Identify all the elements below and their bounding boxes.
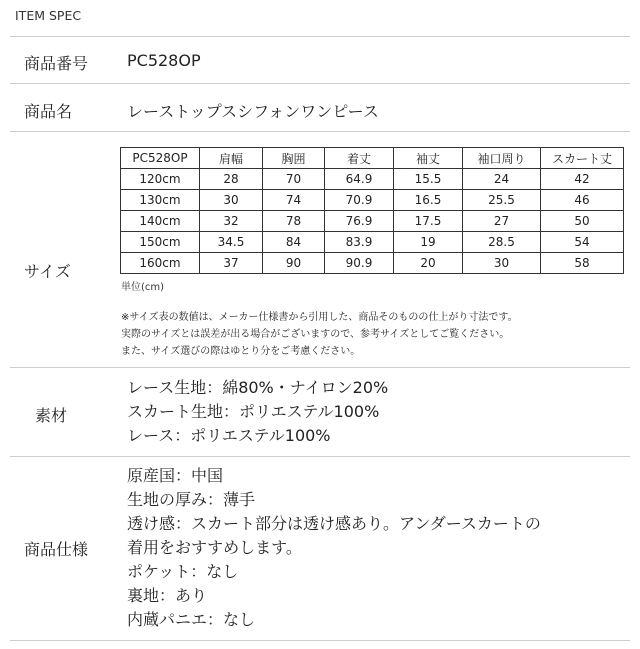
table-cell: 84 <box>263 232 325 253</box>
table-cell: 90 <box>263 253 325 274</box>
product-number-value: PC528OP <box>127 51 201 70</box>
size-label: サイズ <box>24 262 71 281</box>
table-cell: 28 <box>200 169 263 190</box>
size-table-header: 袖口周り <box>463 148 541 169</box>
spec-title: ITEM SPEC <box>15 8 82 23</box>
product-name-value: レーストップスシフォンワンピース <box>127 102 379 121</box>
divider <box>10 131 630 132</box>
size-note: また、サイズ選びの際はゆとり分をご考慮ください。 <box>121 346 361 357</box>
material-line: レース生地：綿80%・ナイロン20% <box>127 378 389 397</box>
table-cell: 70.9 <box>325 190 394 211</box>
table-cell: 54 <box>541 232 624 253</box>
table-cell: 120cm <box>121 169 200 190</box>
spec-label: 商品仕様 <box>24 540 89 559</box>
spec-lines <box>127 464 541 632</box>
table-cell: 78 <box>263 211 325 232</box>
divider <box>10 36 630 37</box>
table-cell: 32 <box>200 211 263 232</box>
divider <box>10 83 630 84</box>
spec-line: 透け感：スカート部分は透け感あり。アンダースカートの <box>127 514 541 533</box>
size-table-header-row <box>121 148 624 169</box>
table-cell: 46 <box>541 190 624 211</box>
spec-line: 裏地：あり <box>127 586 208 605</box>
size-note: 実際のサイズとは誤差が出る場合がございますので、参考サイズとしてご覧ください。 <box>121 329 510 340</box>
size-table-header: 胸囲 <box>263 148 325 169</box>
table-cell: 76.9 <box>325 211 394 232</box>
spec-line: 着用をおすすめします。 <box>127 538 302 557</box>
size-table-header: 袖丈 <box>394 148 463 169</box>
table-cell: 70 <box>263 169 325 190</box>
table-cell: 27 <box>463 211 541 232</box>
table-cell: 140cm <box>121 211 200 232</box>
spec-line: ポケット：なし <box>127 562 239 581</box>
table-cell: 24 <box>463 169 541 190</box>
material-line: スカート生地：ポリエステル100% <box>127 402 380 421</box>
material-label: 素材 <box>35 406 68 425</box>
size-table-header: 肩幅 <box>200 148 263 169</box>
table-row <box>121 190 624 211</box>
table-cell: 64.9 <box>325 169 394 190</box>
table-cell: 160cm <box>121 253 200 274</box>
size-table-header: 着丈 <box>325 148 394 169</box>
table-row <box>121 253 624 274</box>
table-cell: 83.9 <box>325 232 394 253</box>
table-cell: 17.5 <box>394 211 463 232</box>
table-cell: 90.9 <box>325 253 394 274</box>
spec-line: 原産国：中国 <box>127 466 224 485</box>
size-table <box>120 147 624 274</box>
table-cell: 50 <box>541 211 624 232</box>
size-unit: 単位(cm) <box>121 282 165 293</box>
table-cell: 58 <box>541 253 624 274</box>
divider <box>10 640 630 641</box>
table-cell: 30 <box>463 253 541 274</box>
product-number-label: 商品番号 <box>24 54 89 73</box>
table-cell: 19 <box>394 232 463 253</box>
table-cell: 30 <box>200 190 263 211</box>
divider <box>10 456 630 457</box>
table-cell: 25.5 <box>463 190 541 211</box>
divider <box>10 367 630 368</box>
table-row <box>121 232 624 253</box>
table-cell: 42 <box>541 169 624 190</box>
spec-line: 内蔵パニエ：なし <box>127 610 256 629</box>
table-cell: 37 <box>200 253 263 274</box>
table-cell: 28.5 <box>463 232 541 253</box>
material-line: レース：ポリエステル100% <box>127 426 331 445</box>
table-row <box>121 211 624 232</box>
table-cell: 130cm <box>121 190 200 211</box>
table-cell: 34.5 <box>200 232 263 253</box>
table-cell: 74 <box>263 190 325 211</box>
table-cell: 20 <box>394 253 463 274</box>
product-name-label: 商品名 <box>24 102 73 121</box>
spec-line: 生地の厚み：薄手 <box>127 490 256 509</box>
table-row <box>121 169 624 190</box>
material-lines <box>127 376 388 448</box>
size-table-header: スカート丈 <box>541 148 624 169</box>
size-table-header: PC528OP <box>121 148 200 169</box>
size-note: ※サイズ表の数値は、メーカー仕様書から引用した、商品そのものの仕上がり寸法です。 <box>121 312 518 323</box>
table-cell: 15.5 <box>394 169 463 190</box>
table-cell: 16.5 <box>394 190 463 211</box>
table-cell: 150cm <box>121 232 200 253</box>
